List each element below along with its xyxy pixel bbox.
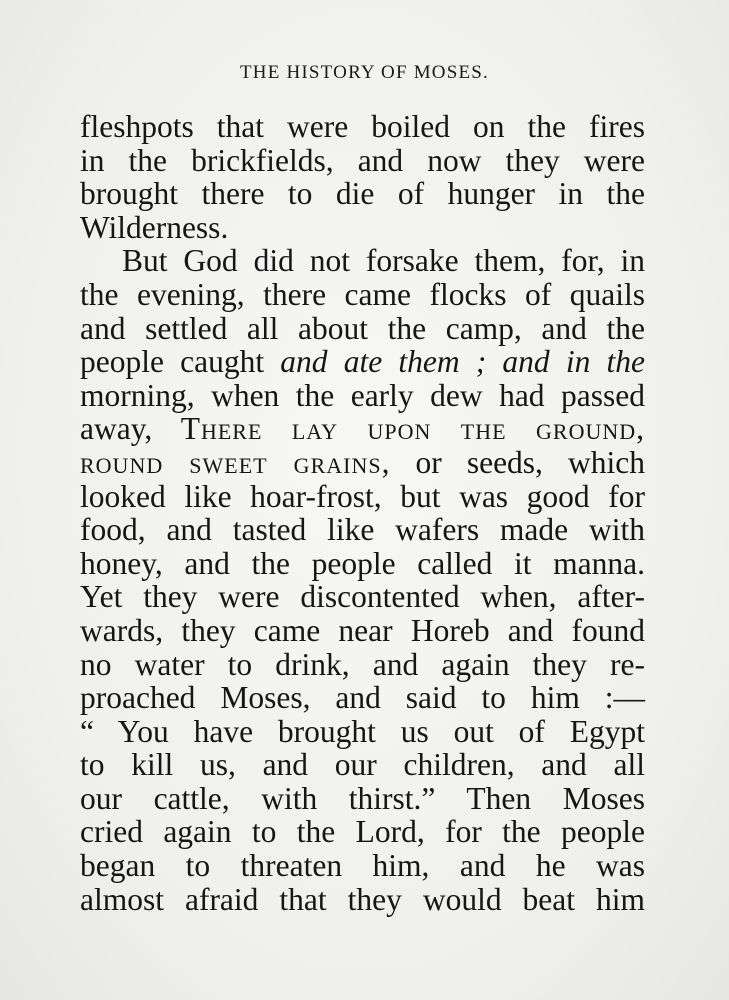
text-line: proached Moses, and said to him :— (80, 680, 645, 716)
text-line: cried again to the Lord, for the people (80, 814, 645, 850)
small-caps-run: There lay upon the ground, (180, 411, 645, 447)
text-line (80, 412, 645, 446)
text-line: our cattle, with thirst.” Then Moses (80, 780, 645, 816)
text-line: almost afraid that they would beat him (80, 881, 645, 917)
text-line: began to threaten him, and he was (80, 848, 645, 884)
text-line: looked like hoar-frost, but was good for (80, 478, 645, 514)
text-line: morning, when the early dew had passed (80, 377, 645, 413)
text-line: honey, and the people called it manna. (80, 545, 645, 581)
text-line: no water to drink, and again they re- (80, 646, 645, 682)
text-line (80, 446, 645, 480)
text-line: and settled all about the camp, and the (80, 310, 645, 346)
small-caps-run: round sweet grains, (80, 444, 391, 480)
text-line: “ You have brought us out of Egypt (80, 713, 645, 749)
text-line: brought there to die of hunger in the (80, 176, 645, 212)
text-line: Wilderness. (80, 209, 229, 245)
italic-run: and ate them ; and in the (280, 344, 645, 380)
text-line: Yet they were discontented when, after- (80, 579, 645, 615)
text-run: or seeds, which (390, 444, 645, 480)
text-run: away, (80, 411, 181, 447)
text-line: wards, they came near Horeb and found (80, 612, 645, 648)
body-text (80, 110, 645, 916)
text-line: fleshpots that were boiled on the fires (80, 109, 645, 144)
text-line: the evening, there came flocks of quails (80, 276, 645, 312)
text-line (80, 345, 645, 379)
text-line: food, and tasted like wafers made with (80, 512, 645, 548)
text-line: to kill us, and our children, and all (80, 747, 645, 783)
running-title: THE HISTORY OF MOSES. (239, 62, 490, 83)
text-line: in the brickfields, and now they were (80, 142, 645, 178)
paragraph-start-line: But God did not forsake them, for, in (122, 243, 645, 279)
text-run: people caught (80, 344, 281, 380)
